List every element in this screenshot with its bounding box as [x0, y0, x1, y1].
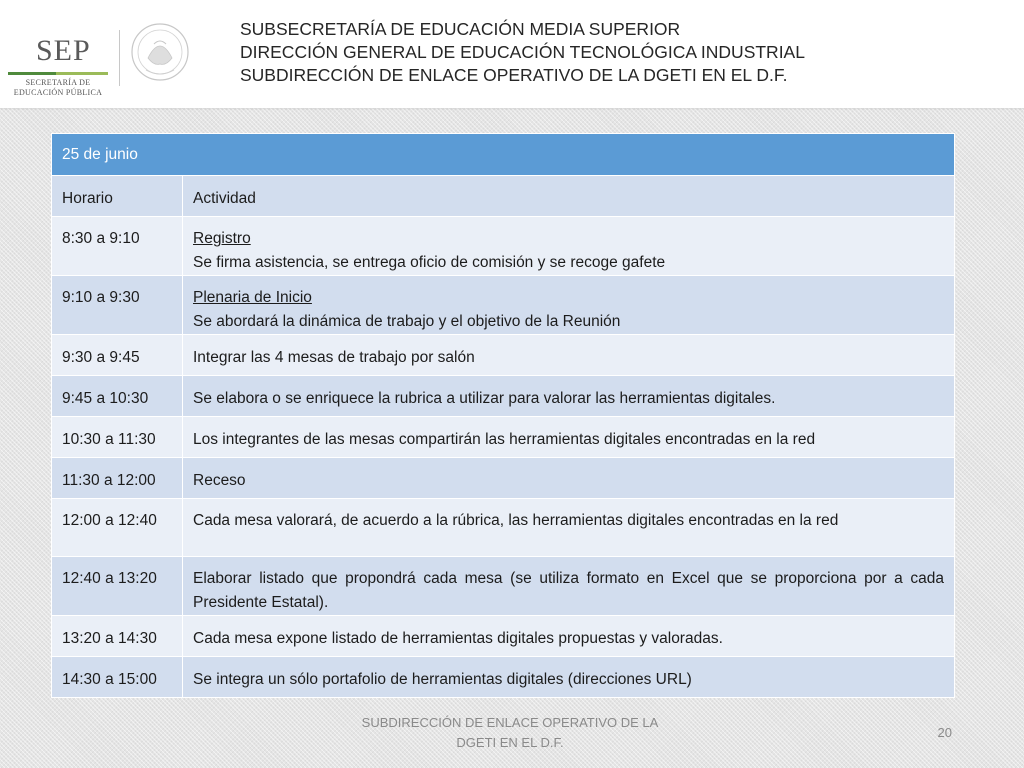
logo-subtitle-line1: SECRETARÍA DE	[25, 78, 91, 87]
header-title-line: DIRECCIÓN GENERAL DE EDUCACIÓN TECNOLÓGICA INDUSTRIAL	[240, 42, 805, 62]
activity-title: Registro	[193, 230, 251, 247]
table-row	[52, 458, 955, 499]
column-header-horario: Horario	[52, 176, 183, 217]
header-title-line: SUBDIRECCIÓN DE ENLACE OPERATIVO DE LA DGETI EN EL D.F.	[240, 65, 788, 85]
activity-cell: Elaborar listado que propondrá cada mesa (se utiliza formato en Excel que se proporciona por a cada Presidente Estatal).	[183, 557, 955, 616]
activity-cell: Los integrantes de las mesas compartirán las herramientas digitales encontradas en la red	[183, 417, 955, 458]
activity-text: Se firma asistencia, se entrega oficio de comisión y se recoge gafete	[193, 254, 666, 271]
activity-cell: Cada mesa valorará, de acuerdo a la rúbrica, las herramientas digitales encontradas en la red	[183, 499, 955, 557]
activity-cell	[183, 276, 955, 335]
time-cell: 12:40 a 13:20	[52, 557, 183, 616]
activity-cell: Se integra un sólo portafolio de herramientas digitales (direcciones URL)	[183, 657, 955, 698]
table-row	[52, 417, 955, 458]
activity-cell: Se elabora o se enriquece la rubrica a utilizar para valorar las herramientas digitales.	[183, 376, 955, 417]
national-seal-icon	[128, 14, 192, 94]
time-cell: 9:45 a 10:30	[52, 376, 183, 417]
table-row	[52, 499, 955, 557]
time-cell: 9:10 a 9:30	[52, 276, 183, 335]
logo-subtitle-line2: EDUCACIÓN PÚBLICA	[13, 88, 103, 97]
table-header-row	[52, 134, 955, 176]
time-cell: 10:30 a 11:30	[52, 417, 183, 458]
header-divider	[119, 30, 120, 86]
slide-footer	[330, 713, 690, 753]
table-row	[52, 217, 955, 276]
time-cell: 12:00 a 12:40	[52, 499, 183, 557]
time-cell: 14:30 a 15:00	[52, 657, 183, 698]
header-title	[240, 18, 805, 87]
sep-logo-text: SEP	[36, 34, 91, 67]
slide-header	[0, 0, 1024, 108]
table-column-header-row	[52, 176, 955, 217]
column-header-actividad: Actividad	[183, 176, 955, 217]
table-row	[52, 557, 955, 616]
footer-line: SUBDIRECCIÓN DE ENLACE OPERATIVO DE LA	[361, 715, 659, 730]
activity-title: Plenaria de Inicio	[193, 289, 312, 306]
time-cell: 13:20 a 14:30	[52, 616, 183, 657]
activity-cell: Receso	[183, 458, 955, 499]
table-date-header: 25 de junio	[52, 134, 955, 176]
table-row	[52, 616, 955, 657]
time-cell: 9:30 a 9:45	[52, 335, 183, 376]
sep-logo	[8, 34, 108, 100]
table-row	[52, 376, 955, 417]
table-row	[52, 657, 955, 698]
logo-underline-accent	[8, 72, 56, 75]
time-cell: 11:30 a 12:00	[52, 458, 183, 499]
header-title-line: SUBSECRETARÍA DE EDUCACIÓN MEDIA SUPERIOR	[240, 19, 681, 39]
activity-cell	[183, 217, 955, 276]
activity-cell: Integrar las 4 mesas de trabajo por salón	[183, 335, 955, 376]
table-row	[52, 335, 955, 376]
activity-text: Se abordará la dinámica de trabajo y el objetivo de la Reunión	[193, 313, 621, 330]
page-number: 20	[937, 725, 952, 740]
time-cell: 8:30 a 9:10	[52, 217, 183, 276]
table-row	[52, 276, 955, 335]
schedule-table	[51, 133, 955, 698]
footer-line: DGETI EN EL D.F.	[456, 735, 564, 750]
activity-cell: Cada mesa expone listado de herramientas digitales propuestas y valoradas.	[183, 616, 955, 657]
